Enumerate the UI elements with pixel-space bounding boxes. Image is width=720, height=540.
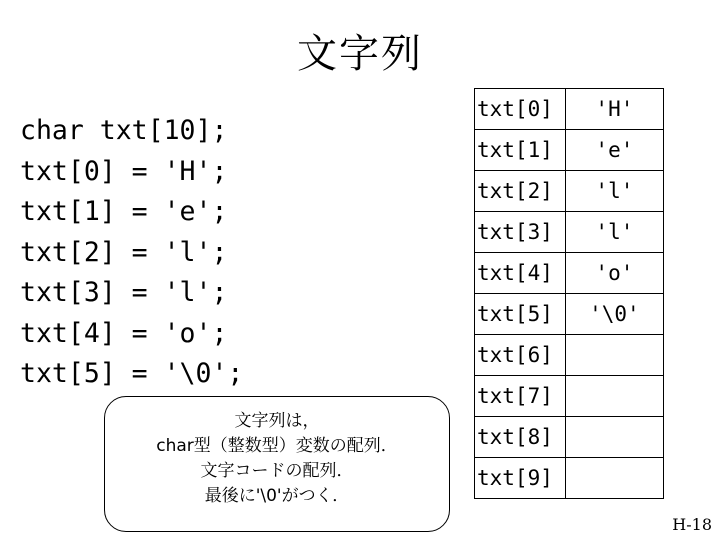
array-index-cell: txt[9] (475, 458, 566, 499)
table-row (475, 89, 664, 130)
array-index-cell: txt[6] (475, 335, 566, 376)
page-number: H-18 (672, 515, 712, 534)
array-value-cell (565, 417, 663, 458)
slide-title: 文字列 (297, 31, 423, 77)
array-index-cell: txt[7] (475, 376, 566, 417)
array-memory-table (474, 88, 664, 499)
array-index-cell: txt[2] (475, 171, 566, 212)
table-row (475, 171, 664, 212)
code-line: txt[3] = 'l'; (20, 277, 228, 308)
code-line: txt[5] = '\0'; (20, 358, 244, 389)
array-index-cell: txt[3] (475, 212, 566, 253)
array-index-cell: txt[4] (475, 253, 566, 294)
array-value-cell: 'H' (565, 89, 663, 130)
code-line: txt[0] = 'H'; (20, 155, 228, 187)
code-line: txt[2] = 'l'; (20, 236, 228, 268)
table-row (475, 417, 664, 458)
note-line: 最後に'\0'がつく． (204, 486, 350, 506)
array-value-cell (565, 458, 663, 499)
table-row (475, 376, 664, 417)
note-line: 文字列は， (234, 411, 320, 431)
table-row (475, 458, 664, 499)
table-row (475, 253, 664, 294)
array-index-cell: txt[5] (475, 294, 566, 335)
table-row (475, 212, 664, 253)
array-value-cell (565, 335, 663, 376)
array-value-cell: 'o' (565, 253, 663, 294)
array-value-cell: 'e' (565, 130, 663, 171)
table-row (475, 294, 664, 335)
array-index-cell: txt[1] (475, 130, 566, 171)
array-value-cell (565, 376, 663, 417)
note-line: char型（整数型）変数の配列． (156, 436, 398, 456)
array-value-cell: 'l' (565, 171, 663, 212)
code-line: txt[1] = 'e'; (20, 196, 228, 227)
explanation-callout (104, 396, 450, 532)
code-line: char txt[10]; (20, 115, 228, 146)
array-index-cell: txt[0] (475, 89, 566, 130)
table-row (475, 130, 664, 171)
array-value-cell: 'l' (565, 212, 663, 253)
array-value-cell: '\0' (565, 294, 663, 335)
array-index-cell: txt[8] (475, 417, 566, 458)
table-row (475, 335, 664, 376)
code-line: txt[4] = 'o'; (20, 317, 228, 349)
code-block (20, 111, 243, 395)
note-line: 文字コードの配列． (200, 461, 354, 481)
